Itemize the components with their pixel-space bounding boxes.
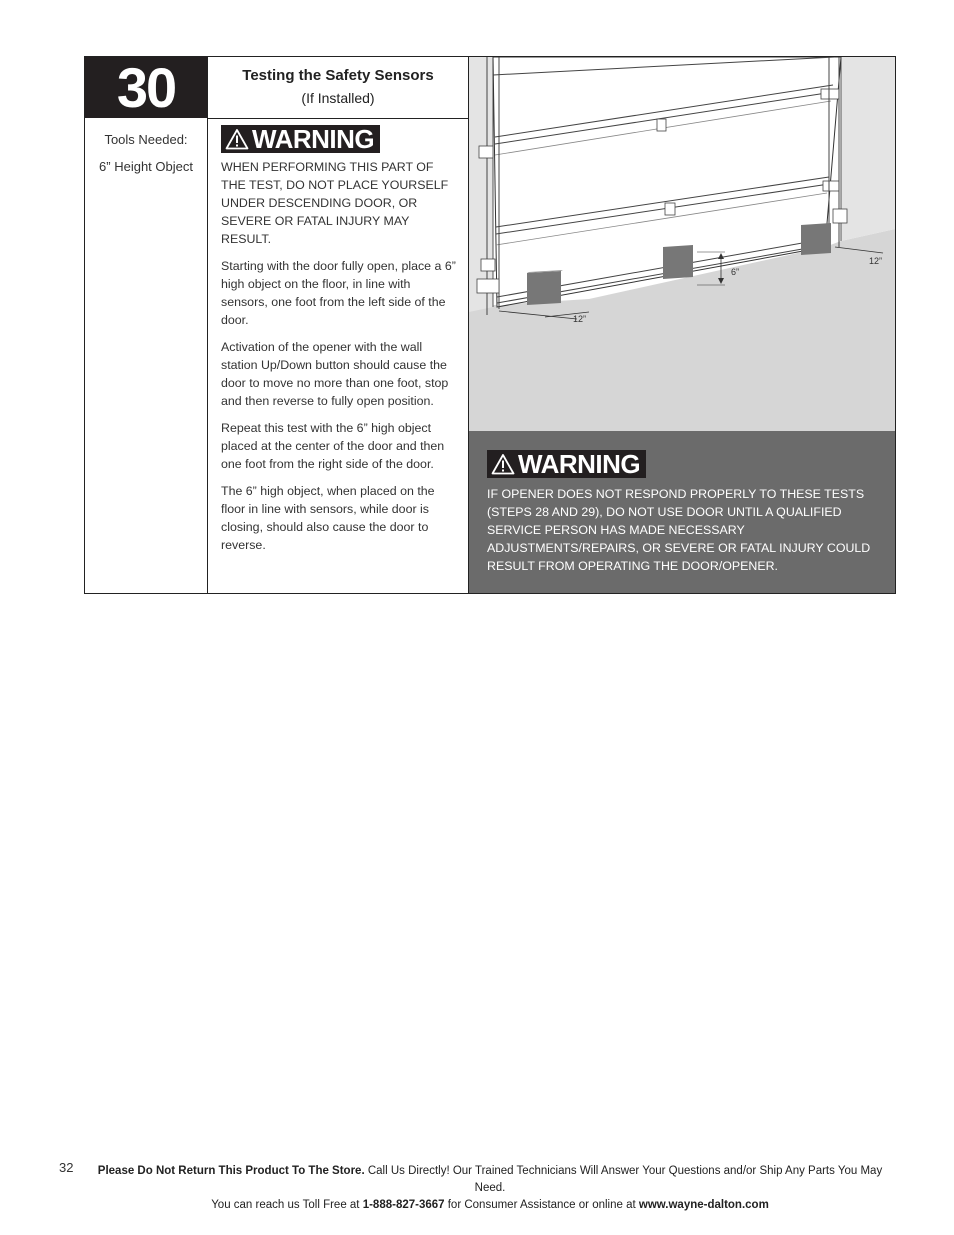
panel-warning-label: WARNING (518, 449, 641, 479)
warning-badge (221, 125, 380, 155)
dimension-left-label: 12” (573, 314, 587, 324)
footer-note: Call Us Directly! Our Trained Technicians Will Answer Your Questions and/or Ship Any Parts You May Need. (364, 1165, 883, 1194)
footer (84, 1163, 896, 1214)
footer-line-2 (84, 1197, 896, 1214)
step-header (208, 57, 468, 119)
left-column (85, 57, 208, 593)
footer-contact-mid: for Consumer Assistance or online at (444, 1199, 639, 1211)
instructions-column (208, 57, 469, 593)
footer-phone: 1-888-827-3667 (362, 1199, 445, 1211)
step-title: Testing the Safety Sensors (242, 67, 434, 84)
footer-contact-pre: You can reach us Toll Free at (211, 1199, 363, 1211)
instruction-paragraph: Starting with the door fully open, place a 6” high object on the floor, in line with sensors, one foot from the left side of the door. (221, 259, 456, 327)
page-number: 32 (59, 1160, 74, 1175)
instruction-paragraph: The 6” high object, when placed on the floor in line with sensors, while door is closing, should also cause the door to reverse. (221, 484, 435, 552)
instruction-text (221, 158, 456, 563)
step-number: 30 (85, 57, 207, 118)
instruction-paragraph: Activation of the opener with the wall station Up/Down button should cause the door to move no more than one foot, stop and then reverse to fully open position. (221, 340, 449, 408)
illustration-column (469, 57, 895, 593)
dimension-right-label: 12” (869, 256, 883, 266)
step-subtitle: (If Installed) (301, 90, 375, 106)
warning-text: WHEN PERFORMING THIS PART OF THE TEST, DO NOT PLACE YOURSELF UNDER DESCENDING DOOR, OR SEVERE OR FATAL INJURY MAY RESULT. (221, 160, 449, 246)
warning-label: WARNING (252, 124, 375, 154)
dimension-height-label: 6” (731, 267, 740, 277)
footer-line-1 (84, 1163, 896, 1197)
instruction-paragraph: Repeat this test with the 6” high object placed at the center of the door and then one foot from the right side of the door. (221, 421, 445, 471)
warning-triangle-icon (225, 128, 249, 150)
garage-door-illustration (469, 57, 895, 431)
panel-warning-text: IF OPENER DOES NOT RESPOND PROPERLY TO THESE TESTS (STEPS 28 AND 29), DO NOT USE DOOR UNTIL A QUALIFIED SERVICE PERSON HAS MADE NECESSARY ADJUSTMENTS/REPAIRS, OR SEVERE OR FATAL INJURY COULD RESULT FROM OPERATING THE DOOR/OPENER. (487, 487, 871, 573)
tools-needed-item: 6” Height Object (99, 159, 193, 174)
warning-panel (469, 431, 895, 593)
step-box (84, 56, 896, 594)
tools-needed-label: Tools Needed: (104, 132, 188, 147)
footer-website-link[interactable]: www.wayne-dalton.com (638, 1199, 769, 1211)
warning-triangle-icon (491, 453, 515, 475)
footer-bold-note: Please Do Not Return This Product To The Store. (97, 1165, 365, 1177)
